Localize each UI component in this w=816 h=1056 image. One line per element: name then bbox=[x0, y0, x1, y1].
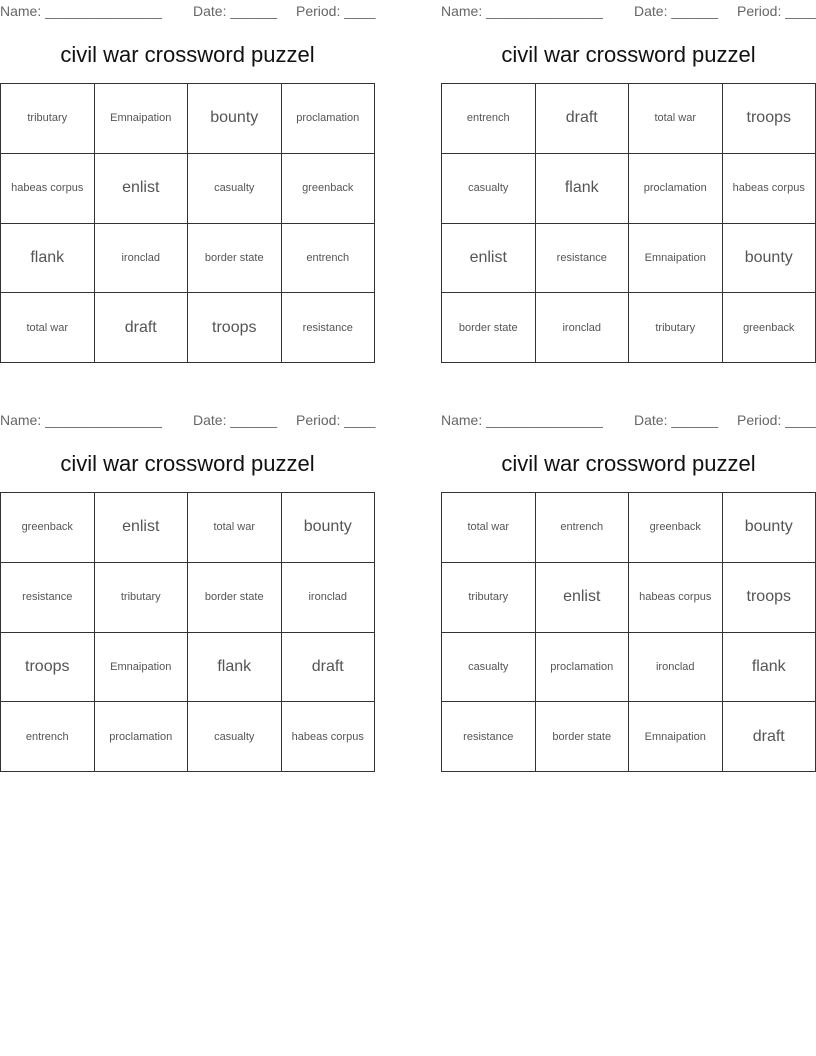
bingo-cell[interactable]: troops bbox=[723, 84, 816, 154]
period-line[interactable]: Period: ____ bbox=[737, 3, 816, 19]
bingo-cell[interactable]: entrench bbox=[536, 493, 630, 563]
bingo-grid bbox=[0, 83, 375, 363]
bingo-cell[interactable]: proclamation bbox=[282, 84, 376, 154]
bingo-cell[interactable]: greenback bbox=[723, 293, 816, 363]
bingo-cell[interactable]: bounty bbox=[188, 84, 282, 154]
bingo-cell[interactable]: border state bbox=[188, 563, 282, 633]
bingo-card bbox=[0, 0, 376, 336]
bingo-cell[interactable]: ironclad bbox=[629, 633, 723, 703]
name-line[interactable]: Name: _______________ bbox=[441, 3, 603, 19]
bingo-cell[interactable]: greenback bbox=[629, 493, 723, 563]
bingo-card bbox=[441, 0, 816, 334]
bingo-cell[interactable]: resistance bbox=[282, 293, 376, 363]
bingo-cell[interactable]: habeas corpus bbox=[1, 154, 95, 224]
bingo-cell[interactable]: troops bbox=[723, 563, 816, 633]
bingo-cell[interactable]: Emnaipation bbox=[95, 633, 189, 703]
bingo-cell[interactable]: proclamation bbox=[629, 154, 723, 224]
bingo-cell[interactable]: border state bbox=[536, 702, 630, 772]
bingo-cell[interactable]: bounty bbox=[282, 493, 376, 563]
period-line[interactable]: Period: ____ bbox=[737, 412, 816, 428]
bingo-card bbox=[441, 409, 816, 745]
name-line[interactable]: Name: _______________ bbox=[0, 3, 162, 19]
bingo-cell[interactable]: greenback bbox=[1, 493, 95, 563]
bingo-cell[interactable]: habeas corpus bbox=[723, 154, 816, 224]
bingo-cell[interactable]: Emnaipation bbox=[629, 224, 723, 294]
bingo-cell[interactable]: casualty bbox=[442, 633, 536, 703]
bingo-cell[interactable]: flank bbox=[1, 224, 95, 294]
bingo-cell[interactable]: casualty bbox=[188, 154, 282, 224]
bingo-cell[interactable]: resistance bbox=[536, 224, 630, 294]
bingo-cell[interactable]: Emnaipation bbox=[629, 702, 723, 772]
period-line[interactable]: Period: ____ bbox=[296, 3, 376, 19]
bingo-cell[interactable]: troops bbox=[188, 293, 282, 363]
bingo-cell[interactable]: total war bbox=[442, 493, 536, 563]
name-line[interactable]: Name: _______________ bbox=[441, 412, 603, 428]
bingo-cell[interactable]: flank bbox=[723, 633, 816, 703]
bingo-grid bbox=[441, 492, 816, 772]
card-title: civil war crossword puzzel bbox=[60, 42, 315, 67]
bingo-cell[interactable]: border state bbox=[188, 224, 282, 294]
bingo-cell[interactable]: ironclad bbox=[95, 224, 189, 294]
bingo-cell[interactable]: draft bbox=[723, 702, 816, 772]
bingo-cell[interactable]: casualty bbox=[442, 154, 536, 224]
bingo-cell[interactable]: Emnaipation bbox=[95, 84, 189, 154]
card-header bbox=[0, 0, 375, 22]
card-title: civil war crossword puzzel bbox=[60, 451, 315, 476]
card-header bbox=[0, 409, 375, 431]
date-line[interactable]: Date: ______ bbox=[193, 3, 278, 19]
card-title: civil war crossword puzzel bbox=[501, 42, 756, 67]
bingo-cell[interactable]: troops bbox=[1, 633, 95, 703]
bingo-grid bbox=[441, 83, 816, 363]
bingo-cell[interactable]: draft bbox=[282, 633, 376, 703]
bingo-cell[interactable]: tributary bbox=[95, 563, 189, 633]
bingo-cell[interactable]: tributary bbox=[442, 563, 536, 633]
date-line[interactable]: Date: ______ bbox=[193, 412, 278, 428]
bingo-cell[interactable]: greenback bbox=[282, 154, 376, 224]
bingo-cell[interactable]: entrench bbox=[442, 84, 536, 154]
bingo-cell[interactable]: casualty bbox=[188, 702, 282, 772]
bingo-cell[interactable]: bounty bbox=[723, 224, 816, 294]
bingo-cell[interactable]: proclamation bbox=[536, 633, 630, 703]
bingo-cell[interactable]: enlist bbox=[442, 224, 536, 294]
bingo-cell[interactable]: bounty bbox=[723, 493, 816, 563]
bingo-cell[interactable]: draft bbox=[95, 293, 189, 363]
bingo-cell[interactable]: ironclad bbox=[536, 293, 630, 363]
period-line[interactable]: Period: ____ bbox=[296, 412, 376, 428]
bingo-card bbox=[0, 409, 376, 743]
date-line[interactable]: Date: ______ bbox=[634, 412, 719, 428]
bingo-cell[interactable]: border state bbox=[442, 293, 536, 363]
bingo-cell[interactable]: resistance bbox=[442, 702, 536, 772]
bingo-cell[interactable]: proclamation bbox=[95, 702, 189, 772]
bingo-cell[interactable]: flank bbox=[536, 154, 630, 224]
bingo-cell[interactable]: total war bbox=[188, 493, 282, 563]
bingo-cell[interactable]: enlist bbox=[95, 493, 189, 563]
bingo-cell[interactable]: enlist bbox=[95, 154, 189, 224]
bingo-cell[interactable]: ironclad bbox=[282, 563, 376, 633]
bingo-cell[interactable]: flank bbox=[188, 633, 282, 703]
bingo-cell[interactable]: total war bbox=[1, 293, 95, 363]
bingo-cell[interactable]: tributary bbox=[1, 84, 95, 154]
bingo-cell[interactable]: total war bbox=[629, 84, 723, 154]
bingo-cell[interactable]: habeas corpus bbox=[629, 563, 723, 633]
bingo-cell[interactable]: entrench bbox=[282, 224, 376, 294]
card-header bbox=[441, 0, 816, 22]
bingo-cell[interactable]: habeas corpus bbox=[282, 702, 376, 772]
bingo-cell[interactable]: draft bbox=[536, 84, 630, 154]
date-line[interactable]: Date: ______ bbox=[634, 3, 719, 19]
card-title: civil war crossword puzzel bbox=[501, 451, 756, 476]
bingo-cell[interactable]: tributary bbox=[629, 293, 723, 363]
card-header bbox=[441, 409, 816, 431]
bingo-cell[interactable]: resistance bbox=[1, 563, 95, 633]
bingo-cell[interactable]: entrench bbox=[1, 702, 95, 772]
name-line[interactable]: Name: _______________ bbox=[0, 412, 162, 428]
bingo-grid bbox=[0, 492, 375, 772]
bingo-cell[interactable]: enlist bbox=[536, 563, 630, 633]
